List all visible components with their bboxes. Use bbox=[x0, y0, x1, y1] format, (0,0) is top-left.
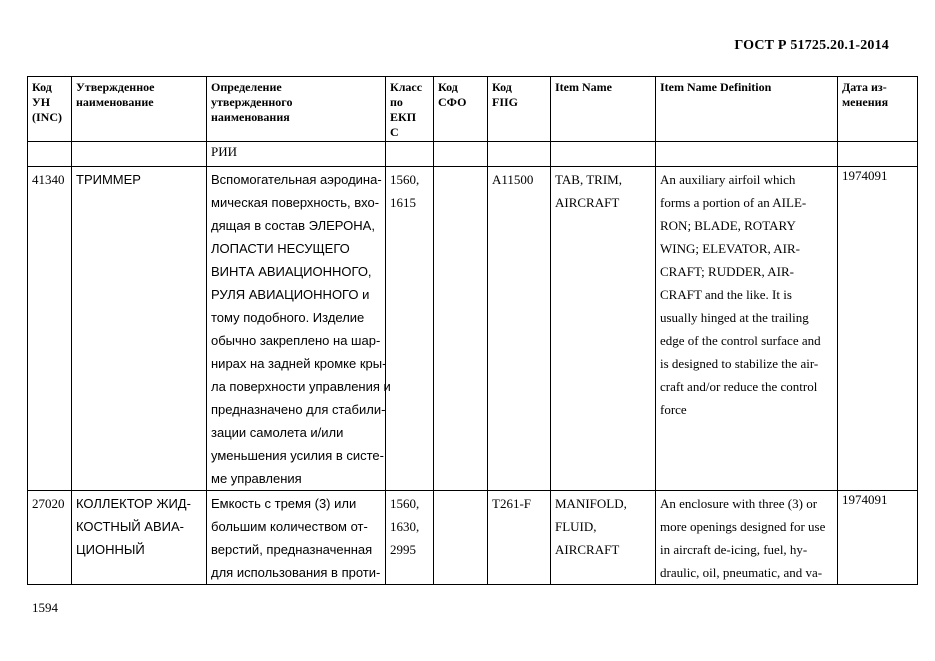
cell-line: in aircraft de-icing, fuel, hy- bbox=[660, 542, 808, 557]
cell-value: A11500 bbox=[492, 172, 534, 187]
cell-line: An enclosure with three (3) or bbox=[660, 496, 818, 511]
column-header-line: Утвержденное bbox=[76, 80, 155, 94]
column-header-line: Дата из- bbox=[842, 80, 887, 94]
cell-inc bbox=[28, 491, 72, 585]
column-header-line: УН bbox=[32, 95, 51, 109]
column-header-line: утвержденного bbox=[211, 95, 293, 109]
column-header-line: Код bbox=[492, 80, 512, 94]
cell-line: ла поверхности управления и bbox=[211, 379, 391, 394]
cell-line: ЦИОННЫЙ bbox=[76, 542, 145, 557]
continuation-row bbox=[28, 142, 918, 167]
cell-line: forms a portion of an AILE- bbox=[660, 195, 807, 210]
column-header-line: СФО bbox=[438, 95, 467, 109]
standard-code: ГОСТ Р 51725.20.1-2014 bbox=[734, 38, 889, 53]
cell-approved-name bbox=[72, 491, 207, 585]
column-header-line: наименование bbox=[76, 95, 154, 109]
cell-date bbox=[838, 167, 918, 491]
cell-line: AIRCRAFT bbox=[555, 542, 620, 557]
cell-line: Вспомогательная аэродина- bbox=[211, 172, 382, 187]
cell-definition bbox=[207, 491, 386, 585]
cell-line: КОСТНЫЙ АВИА- bbox=[76, 519, 184, 534]
cell-fiig bbox=[488, 167, 551, 491]
cell-line: мическая поверхность, вхо- bbox=[211, 195, 380, 210]
cell-definition: РИИ bbox=[207, 142, 386, 167]
cell-value: T261-F bbox=[492, 496, 531, 511]
table-row bbox=[28, 491, 918, 585]
cell-line: Емкость с тремя (3) или bbox=[211, 496, 357, 511]
column-header-line: Код bbox=[438, 80, 458, 94]
column-header-line: Определение bbox=[211, 80, 282, 94]
column-header-line: Item Name bbox=[555, 80, 612, 94]
cell-line: An auxiliary airfoil which bbox=[660, 172, 796, 187]
cell-value: 27020 bbox=[32, 496, 65, 511]
column-header-line: Код bbox=[32, 80, 52, 94]
cell-line: TAB, TRIM, bbox=[555, 172, 622, 187]
cell-line: КОЛЛЕКТОР ЖИД- bbox=[76, 496, 191, 511]
cell-line: 2995 bbox=[390, 542, 416, 557]
cell-line: дящая в состав ЭЛЕРОНА, bbox=[211, 218, 375, 233]
cell-line: FLUID, bbox=[555, 519, 597, 534]
cell-line: 1630, bbox=[390, 519, 420, 534]
column-header-inc bbox=[28, 77, 72, 142]
cell-ekp-class bbox=[386, 142, 434, 167]
cell-line: обычно закреплено на шар- bbox=[211, 333, 381, 348]
column-header-fiig bbox=[488, 77, 551, 142]
cell-line: для использования в проти- bbox=[211, 565, 381, 580]
column-header-line: Item Name Definition bbox=[660, 80, 772, 94]
column-header-approved-name bbox=[72, 77, 207, 142]
column-header-item-def bbox=[656, 77, 838, 142]
cell-line: usually hinged at the trailing bbox=[660, 310, 809, 325]
cell-line: 1560, bbox=[390, 496, 420, 511]
column-header-line: С bbox=[390, 125, 399, 139]
cell-inc bbox=[28, 167, 72, 491]
cell-sfo bbox=[434, 491, 488, 585]
cell-fiig bbox=[488, 491, 551, 585]
cell-value: 41340 bbox=[32, 172, 65, 187]
cell-line: тому подобного. Изделие bbox=[211, 310, 365, 325]
column-header-sfo bbox=[434, 77, 488, 142]
cell-line: уменьшения усилия в систе- bbox=[211, 448, 384, 463]
cell-line: предназначено для стабили- bbox=[211, 402, 386, 417]
catalog-table bbox=[27, 76, 918, 585]
column-header-line: ЕКП bbox=[390, 110, 417, 124]
column-header-line: по bbox=[390, 95, 403, 109]
cell-value: 1974091 bbox=[842, 168, 888, 183]
cell-ekp-class bbox=[386, 167, 434, 491]
cell-inc bbox=[28, 142, 72, 167]
cell-item-def bbox=[656, 491, 838, 585]
cell-item-name bbox=[551, 142, 656, 167]
cell-line: ТРИММЕР bbox=[76, 172, 141, 187]
column-header-definition bbox=[207, 77, 386, 142]
cell-line: edge of the control surface and bbox=[660, 333, 821, 348]
cell-line: draulic, oil, pneumatic, and va- bbox=[660, 565, 823, 580]
page-number: 1594 bbox=[32, 600, 58, 615]
column-header-line: (INC) bbox=[32, 110, 62, 124]
cell-line: верстий, предназначенная bbox=[211, 542, 373, 557]
cell-line: MANIFOLD, bbox=[555, 496, 627, 511]
cell-line: ЛОПАСТИ НЕСУЩЕГО bbox=[211, 241, 350, 256]
column-header-date bbox=[838, 77, 918, 142]
cell-date bbox=[838, 142, 918, 167]
cell-definition bbox=[207, 167, 391, 491]
column-header-line: Класс bbox=[390, 80, 423, 94]
cell-line: CRAFT; RUDDER, AIR- bbox=[660, 264, 794, 279]
cell-ekp-class bbox=[386, 491, 434, 585]
cell-line: ме управления bbox=[211, 471, 302, 486]
column-header-line: менения bbox=[842, 95, 889, 109]
cell-line: ВИНТА АВИАЦИОННОГО, bbox=[211, 264, 372, 279]
table-row bbox=[28, 167, 918, 491]
cell-sfo bbox=[434, 142, 488, 167]
cell-line: RON; BLADE, ROTARY bbox=[660, 218, 796, 233]
cell-line: more openings designed for use bbox=[660, 519, 826, 534]
cell-line: is designed to stabilize the air- bbox=[660, 356, 819, 371]
cell-item-def bbox=[656, 142, 838, 167]
column-header-line: FIIG bbox=[492, 95, 519, 109]
cell-line: 1615 bbox=[390, 195, 416, 210]
cell-item-def bbox=[656, 167, 838, 491]
cell-approved-name bbox=[72, 167, 207, 491]
cell-approved-name bbox=[72, 142, 207, 167]
cell-value: 1974091 bbox=[842, 492, 888, 507]
cell-sfo bbox=[434, 167, 488, 491]
column-header-item-name bbox=[551, 77, 656, 142]
cell-line: WING; ELEVATOR, AIR- bbox=[660, 241, 800, 256]
column-header-ekp-class bbox=[386, 77, 434, 142]
cell-line: РУЛЯ АВИАЦИОННОГО и bbox=[211, 287, 370, 302]
cell-item-name bbox=[551, 491, 656, 585]
cell-line: CRAFT and the like. It is bbox=[660, 287, 792, 302]
cell-line: AIRCRAFT bbox=[555, 195, 620, 210]
cell-fiig bbox=[488, 142, 551, 167]
cell-line: force bbox=[660, 402, 687, 417]
cell-line: 1560, bbox=[390, 172, 420, 187]
cell-item-name bbox=[551, 167, 656, 491]
header-row bbox=[28, 77, 918, 142]
cell-line: большим количеством от- bbox=[211, 519, 368, 534]
cell-line: craft and/or reduce the control bbox=[660, 379, 818, 394]
column-header-line: наименования bbox=[211, 110, 290, 124]
cell-line: нирах на задней кромке кры- bbox=[211, 356, 387, 371]
cell-date bbox=[838, 491, 918, 585]
cell-line: зации самолета и/или bbox=[211, 425, 344, 440]
